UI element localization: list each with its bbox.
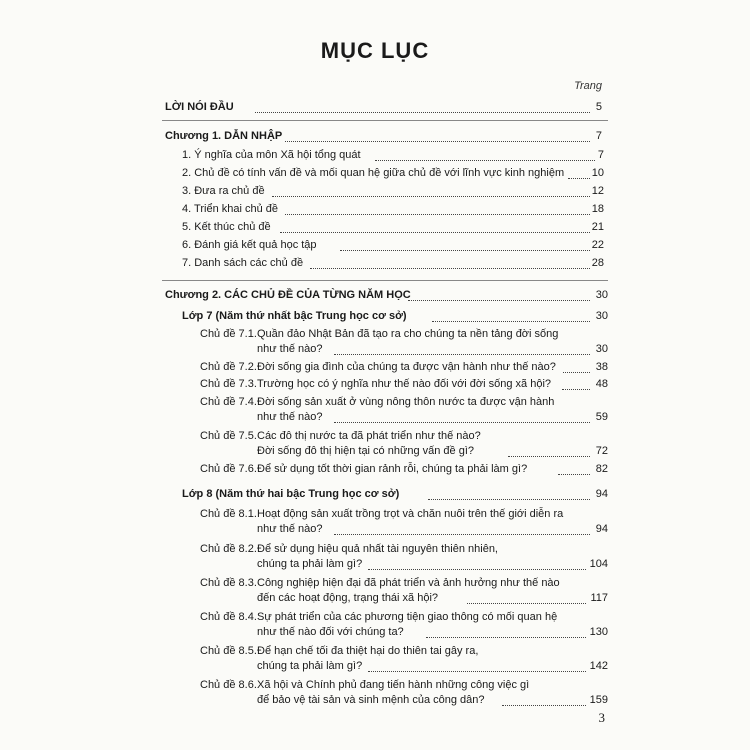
toc-page-number: 94 [595,523,608,535]
toc-page-number: 21 [591,221,604,233]
toc-page-number: 117 [590,592,608,604]
toc-chapter-1: Chương 1. DẪN NHẬP [165,130,283,142]
toc-topic-title-cont: như thế nào? [257,411,323,423]
toc-item: 4. Triển khai chủ đề [182,203,279,215]
toc-topic-title-cont: như thế nào? [257,343,323,355]
toc-page-number: 142 [589,660,608,672]
dot-leader [340,250,590,251]
toc-page-number: 159 [589,694,608,706]
toc-page-number: 30 [595,289,608,301]
toc-topic-label: Chủ đề 7.1. [200,328,257,340]
toc-item: 3. Đưa ra chủ đề [182,185,265,197]
toc-topic-title: Xã hội và Chính phủ đang tiến hành những công việc gì [257,679,530,691]
toc-page-number: 30 [595,310,608,322]
toc-entry-preface: LỜI NÓI ĐẦU [165,101,234,113]
toc-topic-label: Chủ đề 8.4. [200,611,257,623]
toc-topic-title-cont: đến các hoạt động, trạng thái xã hội? [257,592,439,604]
toc-page-number: 59 [595,411,608,423]
toc-chapter-2: Chương 2. CÁC CHỦ ĐỀ CỦA TỪNG NĂM HỌC [165,289,411,301]
toc-grade-8: Lớp 8 (Năm thứ hai bậc Trung học cơ sở) [182,488,400,500]
toc-page-number: 104 [589,558,608,570]
dot-leader [285,141,590,142]
toc-topic-title: Đời sống sản xuất ở vùng nông thôn nước ta được vận hành [257,396,555,408]
dot-leader [428,499,590,500]
toc-topic-label: Chủ đề 8.2. [200,543,257,555]
toc-page-number: 72 [595,445,608,457]
toc-page-number: 5 [595,101,602,113]
dot-leader [432,321,590,322]
section-rule [162,280,608,281]
dot-leader [255,112,590,113]
toc-topic-title: Hoạt động sản xuất trồng trọt và chăn nuôi trên thế giới diễn ra [257,508,564,520]
toc-page-number: 30 [595,343,608,355]
dot-leader [334,422,590,423]
toc-topic-title: Sự phát triển của các phương tiện giao thông có mối quan hệ [257,611,558,623]
toc-topic-label: Chủ đề 7.3. [200,378,257,390]
toc-grade-7: Lớp 7 (Năm thứ nhất bậc Trung học cơ sở) [182,310,407,322]
toc-page-number: 22 [591,239,604,251]
toc-topic-label: Chủ đề 8.3. [200,577,257,589]
toc-topic-label: Chủ đề 8.1. [200,508,257,520]
dot-leader [426,637,586,638]
toc-page-number: 48 [595,378,608,390]
toc-page-number: 82 [595,463,608,475]
toc-topic-title-cont: chúng ta phải làm gì? [257,660,363,672]
toc-topic-title-cont: để bảo vệ tài sản và sinh mệnh của công dân? [257,694,485,706]
toc-topic-title-cont: như thế nào đối với chúng ta? [257,626,404,638]
dot-leader [334,534,590,535]
toc-topic-label: Chủ đề 8.6. [200,679,257,691]
dot-leader [285,214,590,215]
dot-leader [334,354,590,355]
toc-topic-title: Đời sống gia đình của chúng ta được vận hành như thế nào? [257,361,556,373]
page-number: 3 [598,710,605,725]
toc-topic-title: Để sử dụng tốt thời gian rảnh rỗi, chúng ta phải làm gì? [257,463,528,475]
toc-item: 5. Kết thúc chủ đề [182,221,271,233]
toc-topic-title: Để hạn chế tối đa thiệt hại do thiên tai gây ra, [257,645,479,657]
dot-leader [272,196,590,197]
toc-topic-label: Chủ đề 7.4. [200,396,257,408]
dot-leader [310,268,590,269]
section-rule [162,120,608,121]
toc-page-number: 130 [589,626,608,638]
dot-leader [368,569,586,570]
toc-page-number: 38 [595,361,608,373]
toc-topic-title: Trường học có ý nghĩa như thế nào đối với đời sống xã hội? [257,378,552,390]
page-title: MỤC LỤC [320,38,430,63]
toc-page-number: 10 [591,167,604,179]
dot-leader [368,671,586,672]
dot-leader [375,160,595,161]
toc-topic-label: Chủ đề 7.6. [200,463,257,475]
toc-page-number: 7 [595,130,602,142]
toc-item: 2. Chủ đề có tính vấn đề và mối quan hệ giữa chủ đề với lĩnh vực kinh nghiệm [182,167,565,179]
dot-leader [280,232,590,233]
toc-item: 6. Đánh giá kết quả học tập [182,239,317,251]
toc-topic-label: Chủ đề 7.5. [200,430,257,442]
toc-topic-title: Các đô thị nước ta đã phát triển như thế nào? [257,430,481,442]
toc-page-number: 12 [591,185,604,197]
toc-item: 1. Ý nghĩa của môn Xã hội tổng quát [182,149,361,161]
toc-topic-title-cont: chúng ta phải làm gì? [257,558,363,570]
toc-page-number: 28 [591,257,604,269]
page-column-header: Trang [574,80,602,92]
toc-topic-label: Chủ đề 8.5. [200,645,257,657]
toc-topic-title: Công nghiệp hiện đại đã phát triển và ảnh hưởng như thế nào [257,577,560,589]
toc-page-number: 7 [597,149,604,161]
dot-leader [408,300,590,301]
toc-topic-title: Để sử dụng hiệu quả nhất tài nguyên thiên nhiên, [257,543,498,555]
toc-topic-title-cont: như thế nào? [257,523,323,535]
toc-topic-label: Chủ đề 7.2. [200,361,257,373]
toc-item: 7. Danh sách các chủ đề [182,257,304,269]
toc-page-number: 18 [591,203,604,215]
toc-topic-title: Quần đảo Nhật Bản đã tạo ra cho chúng ta nền tảng đời sống [257,328,559,340]
toc-topic-title-cont: Đời sống đô thị hiện tại có những vấn đề gì? [257,445,474,457]
toc-page-number: 94 [595,488,608,500]
